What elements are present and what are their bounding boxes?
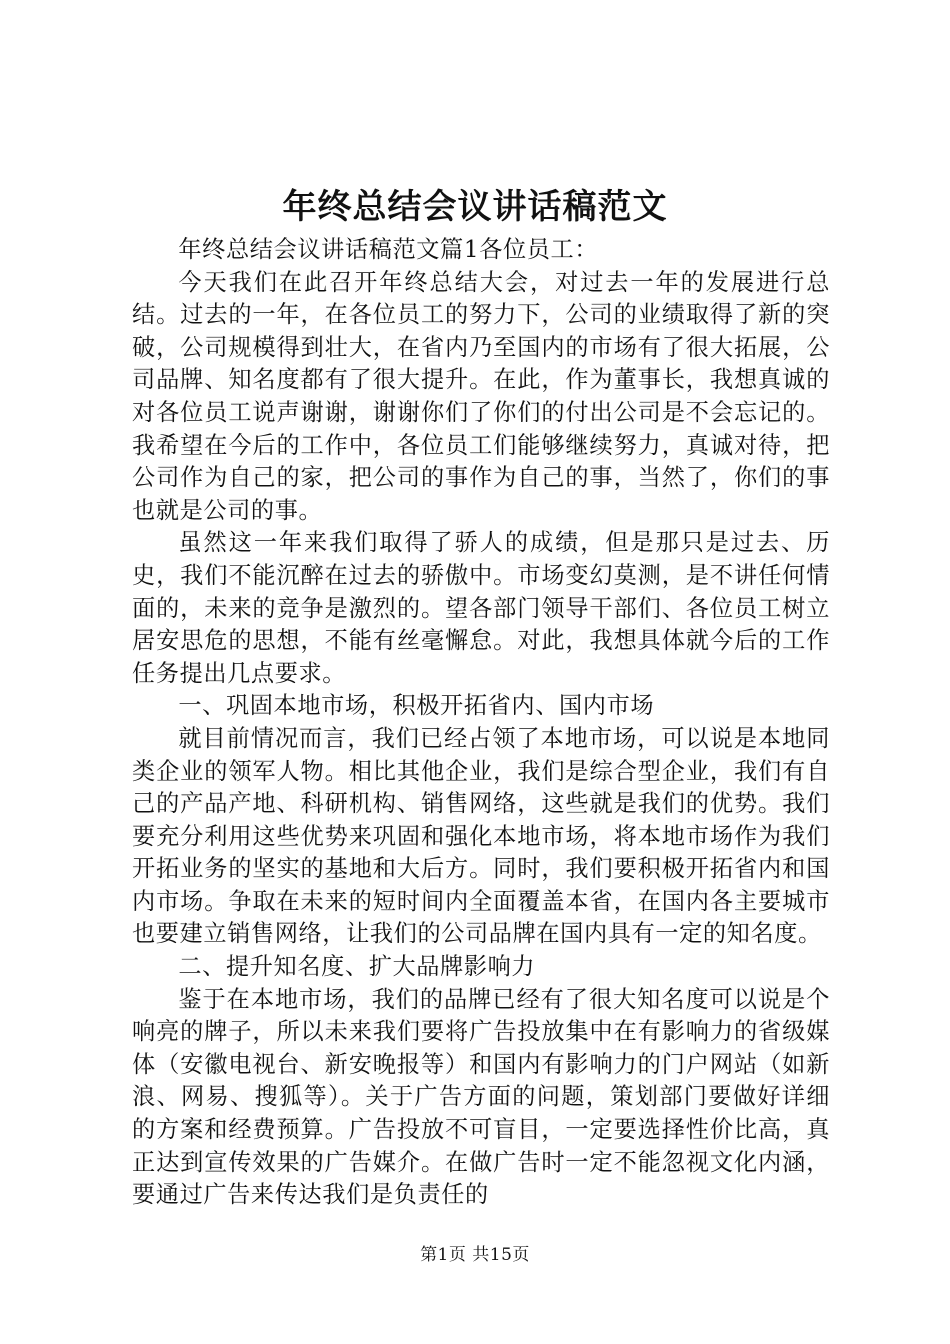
document-body <box>132 234 830 1212</box>
paragraph-reflection: 虽然这一年来我们取得了骄人的成绩，但是那只是过去、历史，我们不能沉醉在过去的骄傲中。市场变幻莫测，是不讲任何情面的，未来的竞争是激烈的。望各部门领导干部们、各位员工树立居安思危的思想，不能有丝毫懈怠。对此，我想具体就今后的工作任务提出几点要求。 <box>132 529 830 687</box>
paragraph-section-2: 鉴于在本地市场，我们的品牌已经有了很大知名度可以说是个响亮的牌子，所以未来我们要将广告投放集中在有影响力的省级媒体（安徽电视台、新安晚报等）和国内有影响力的门户网站（如新浪、网易、搜狐等）。关于广告方面的问题，策划部门要做好详细的方案和经费预算。广告投放不可盲目，一定要选择性价比高，真正达到宣传效果的广告媒介。在做广告时一定不能忽视文化内涵，要通过广告来传达我们是负责任的 <box>132 985 830 1209</box>
section-heading-1: 一、巩固本地市场，积极开拓省内、国内市场 <box>178 692 655 720</box>
document-title: 年终总结会议讲话稿范文 <box>282 187 668 227</box>
paragraph-greeting: 年终总结会议讲话稿范文篇1各位员工： <box>178 236 599 263</box>
paragraph-intro: 今天我们在此召开年终总结大会，对过去一年的发展进行总结。过去的一年，在各位员工的努力下，公司的业绩取得了新的突破，公司规模得到壮大，在省内乃至国内的市场有了很大拓展，公司品牌、知名度都有了很大提升。在此，作为董事长，我想真诚的对各位员工说声谢谢，谢谢你们了你们的付出公司是不会忘记的。我希望在今后的工作中，各位员工们能够继续努力，真诚对待，把公司作为自己的家，把公司的事作为自己的事，当然了，你们的事也就是公司的事。 <box>132 268 830 524</box>
paragraph-section-1: 就目前情况而言，我们已经占领了本地市场，可以说是本地同类企业的领军人物。相比其他企业，我们是综合型企业，我们有自己的产品产地、科研机构、销售网络，这些就是我们的优势。我们要充分利用这些优势来巩固和强化本地市场，将本地市场作为我们开拓业务的坚实的基地和大后方。同时，我们要积极开拓省内和国内市场。争取在未来的短时间内全面覆盖本省，在国内各主要城市也要建立销售网络，让我们的公司品牌在国内具有一定的知名度。 <box>132 724 830 948</box>
section-heading-2: 二、提升知名度、扩大品牌影响力 <box>178 953 536 981</box>
page-footer: 第1页 共15页 <box>420 1245 530 1265</box>
